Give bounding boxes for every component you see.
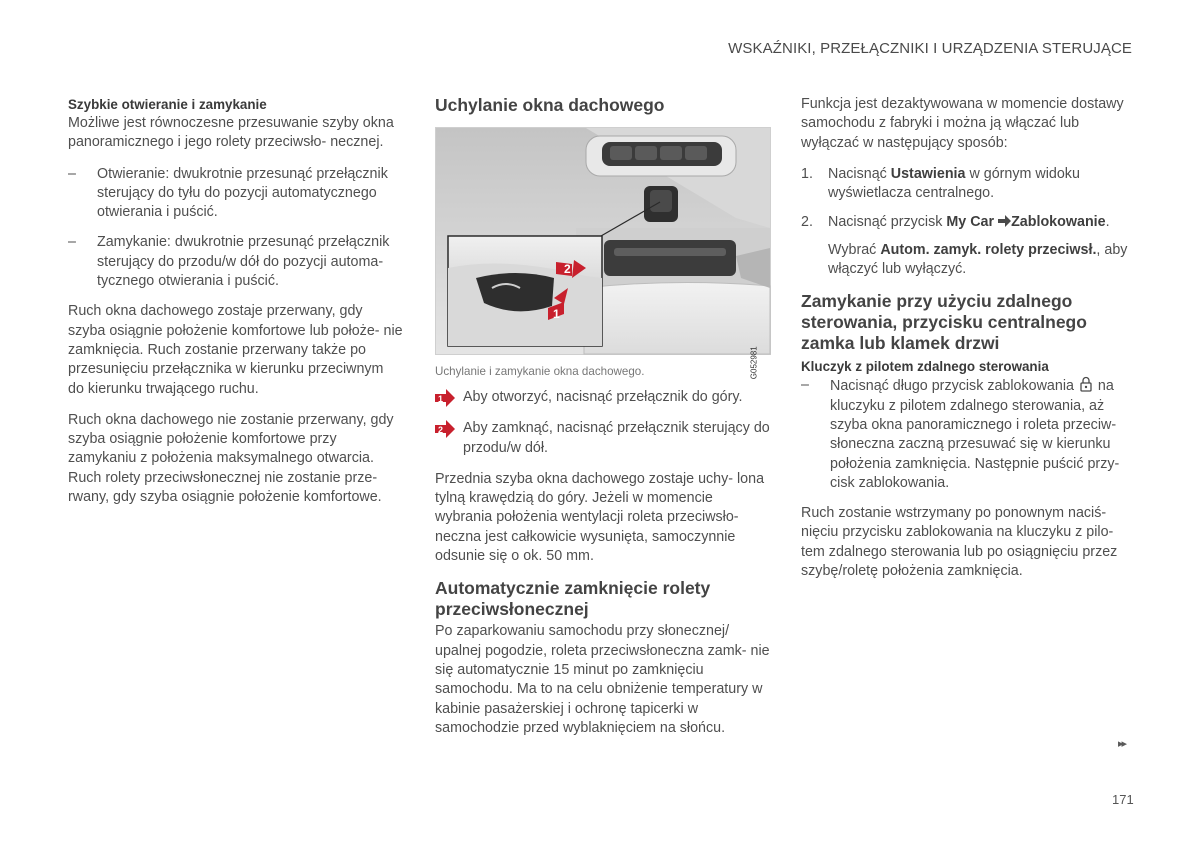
intro-paragraph: Funkcja jest dezaktywowana w momencie dostawy samochodu z fabryki i można ją włączać lub wyłączać w następujący sposób: [801,96,1124,151]
list-item-text-pre: Nacisnąć długo przycisk zablokowania [830,378,1074,395]
numbered-step [801,165,1136,204]
subheading-quick-open-close: Szybkie otwieranie i zamykanie [68,97,267,112]
heading-auto-close-sunshade: Automatycznie zamknięcie rolety przeciwsłonecznej [435,578,711,620]
figure-marker-2: 2 [564,262,571,276]
figure-caption: Uchylanie i zamykanie okna dachowego. [435,365,645,378]
dash-marker: – [801,377,809,394]
column-left [68,95,403,519]
figure-code: G052981 [749,346,759,379]
menu-name-my-car: My Car [946,214,995,231]
step-text-post: . [1105,214,1110,231]
step-text-pre: Wybrać [828,241,881,258]
menu-name-settings: Ustawienia [890,165,966,182]
step-text-post: w górnym widoku wyświetlacza centralnego. [828,165,1080,202]
step-number: 2. [801,214,813,231]
step-text-pre: Nacisnąć przycisk [828,214,947,231]
step-text-post: , aby włączyć lub wyłączyć. [828,241,1128,278]
list-item-text-post: na kluczyku z pilotem zdalnego sterowania, aż szyba okna panoramicznego i roleta przeciw- słoneczna zaczną przesuwać się w kierunku położenia zamknięcia. Następnie puścić przy- cisk zablokowania. [830,378,1120,491]
menu-name-auto-close-sunshade: Autom. zamyk. rolety przeciwsł. [880,241,1097,258]
legend-item [435,388,770,407]
paragraph: Po zaparkowaniu samochodu przy słonecznej/ upalnej pogodzie, roleta przeciwsłoneczna zamk- nie się automatycznie 15 minut po zamknięciu samochodu. Ma to na celu obniżenie temperatury w kabinie pasażerskiej i ochronę tapicerki w samochodzie przed wyblaknięciem na słońcu. [435,623,770,736]
legend-text: Aby otworzyć, nacisnąć przełącznik do góry. [463,389,743,405]
dash-marker: – [68,234,76,251]
red-arrow-icon [435,389,455,407]
step-subtext [828,241,1136,280]
list-item [801,376,1136,493]
paragraph: Przednia szyba okna dachowego zostaje uchy- lona tylną krawędzią do góry. Jeżeli w momencie wybrania położenia wentylacji roleta przeciwsło- neczna jest całkowicie wysunięta, samoczynnie odsunie się o ok. 50 mm. [435,470,765,565]
list-item [68,233,403,291]
illustration-graphic [436,128,770,354]
column-right [801,95,1136,593]
list-item-text: Zamykanie: dwukrotnie przesunąć przełącznik sterujący do przodu/w dół do pozycji automa- tycznego otwierania i puścić. [97,234,390,290]
lock-icon [1080,376,1092,392]
list-item-text: Otwieranie: dwukrotnie przesunąć przełącznik sterujący do tyłu do pozycji automatycznego otwierania i puścić. [97,165,388,221]
step-text-pre: Nacisnąć [828,165,891,182]
legend-item [435,419,770,458]
legend-number: 1 [438,394,444,404]
dash-marker: – [68,165,76,182]
step-number: 1. [801,165,813,182]
paragraph: Ruch zostanie wstrzymany po ponownym naciś- nięciu przycisku zablokowania na kluczyku z pilo- tem zdalnego sterowania lub po osiągnięciu przez szybę/roletę położenia zamknięcia. [801,505,1118,580]
menu-name-locking: Zablokowanie [1011,214,1106,231]
page-number: 171 [1112,792,1134,807]
legend-number: 2 [438,425,444,436]
list-item [68,165,403,223]
paragraph: Ruch okna dachowego zostaje przerwany, gdy szyba osiągnie położenie komfortowe lub położe- nie zamknięcia. Ruch zostanie przerwany także po przesunięciu przełącznika w kierunku przeciwnym do kierunku trwającego ruchu. [68,303,403,397]
arrow-right-icon [998,215,1011,227]
continue-arrows: ▸▸ [1118,738,1126,750]
paragraph: Ruch okna dachowego nie zostanie przerwany, gdy szyba osiągnie położenie komfortowe przy zamykaniu z położenia maksymalnego otwarcia. Ruch rolety przeciwsłonecznej nie zostanie prze- rwany, gdy szyba osiągnie położenie komfortowe. [68,411,394,506]
subheading-remote-key: Kluczyk z pilotem zdalnego sterowania [801,359,1049,375]
legend-text: Aby zamknąć, nacisnąć przełącznik sterujący do przodu/w dół. [463,420,770,456]
section-header: WSKAŹNIKI, PRZEŁĄCZNIKI I URZĄDZENIA STERUJĄCE [728,40,1132,57]
red-arrow-icon [435,420,455,438]
numbered-step [801,213,1136,279]
figure-marker-1: 1 [553,307,560,321]
column-middle [435,95,770,750]
heading-tilt-sunroof: Uchylanie okna dachowego [435,95,665,115]
heading-close-by-remote: Zamykanie przy użyciu zdalnego sterowania, przycisku centralnego zamka lub klamek drzwi [801,291,1087,354]
intro-paragraph: Możliwe jest równoczesne przesuwanie szyby okna panoramicznego i jego rolety przeciwsło- necznej. [68,115,394,151]
